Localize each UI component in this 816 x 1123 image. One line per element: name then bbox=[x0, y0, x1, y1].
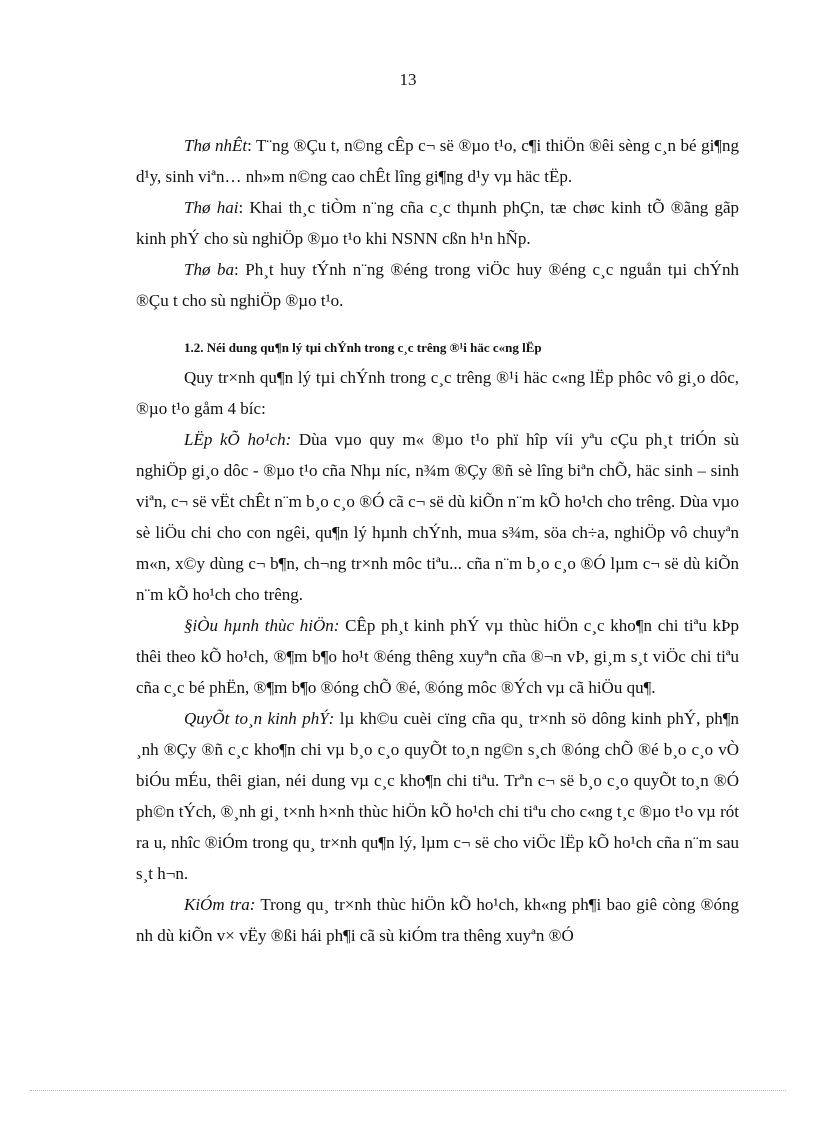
paragraph-text: Trong qu¸ tr×nh thùc hiÖn kÕ ho¹ch, kh«ng ph¶i bao giê còng ®óng nh dù kiÕn v× vËy ®ßi hái ph¶i cã sù kiÓm tra thêng xuyªn ®Ó bbox=[136, 895, 739, 945]
page-content bbox=[136, 130, 739, 951]
paragraph-lead: Thø nhÊt bbox=[184, 136, 248, 155]
step-execute bbox=[136, 610, 739, 703]
paragraph-text: : Khai th¸c tiÒm n¨ng cña c¸c thµnh phÇn, tæ chøc kinh tÕ ®ãng gãp kinh phÝ cho sù nghiÖp ®µo t¹o khi NSNN cßn h¹n hÑp. bbox=[136, 198, 740, 248]
page-number: 13 bbox=[399, 70, 417, 89]
paragraph-lead: Thø hai bbox=[184, 198, 239, 217]
paragraph-lead: LËp kÕ ho¹ch: bbox=[184, 430, 292, 449]
paragraph-text: lµ kh©u cuèi cïng cña qu¸ tr×nh sö dông kinh phÝ, ph¶n ¸nh ®Çy ®ñ c¸c kho¶n chi vµ b¸o c¸o quyÕt to¸n ng©n s¸ch ®óng chÕ ®é b¸o c¸o vÒ biÓu mÉu, thêi gian, néi dung vµ c¸c kho¶n chi tiªu. Trªn c¬ së b¸o c¸o quyÕt to¸n ®Ó ph©n tÝch, ®¸nh gi¸ t×nh h×nh thùc hiÖn kÕ ho¹ch chi tiªu cho c«ng t¸c ®µo t¹o vµ rót ra u, nhîc ®iÓm trong qu¸ tr×nh qu¶n lý, lµm c¬ së cho viÖc lËp kÕ ho¹ch cña n¨m sau s¸t h¬n. bbox=[136, 709, 739, 883]
paragraph-text: CÊp ph¸t kinh phÝ vµ thùc hiÖn c¸c kho¶n chi tiªu kÞp thêi theo kÕ ho¹ch, ®¶m b¶o ho¹t ®éng thêng xuyªn cña ®¬n vÞ, gi¸m s¸t viÖc chi tiªu cña c¸c bé phËn, ®¶m b¶o ®óng chÕ ®é, ®óng môc ®Ých vµ cã hiÖu qu¶. bbox=[136, 616, 739, 697]
paragraph-text: Dùa vµo quy m« ®µo t¹o phï hîp víi yªu cÇu ph¸t triÓn sù nghiÖp gi¸o dôc - ®µo t¹o cña Nhµ níc, n¾m ®Çy ®ñ sè lîng biªn chÕ, häc sinh – sinh viªn, c¬ së vËt chÊt n¨m b¸o c¸o ®Ó cã c¬ së dù kiÕn n¨m kÕ ho¹ch cho trêng. Dùa vµo sè liÖu chi cho con ngêi, qu¶n lý hµnh chÝnh, mua s¾m, söa ch÷a, nghiÖp vô chuyªn m«n, x©y dùng c¬ b¶n, ch¬ng tr×nh môc tiªu... cña n¨m b¸o c¸o ®Ó lµm c¬ së dù kiÕn n¨m kÕ ho¹ch cho trêng. bbox=[136, 430, 739, 604]
step-inspect bbox=[136, 889, 739, 951]
paragraph-lead: Thø ba bbox=[184, 260, 234, 279]
step-plan bbox=[136, 424, 739, 610]
section-heading: 1.2. Néi dung qu¶n lý tµi chÝnh trong c¸c trêng ®¹i häc c«ng lËp bbox=[184, 340, 542, 355]
paragraph-third bbox=[136, 254, 739, 316]
paragraph-text: : Ph¸t huy tÝnh n¨ng ®éng trong viÖc huy ®éng c¸c nguån tµi chÝnh ®Çu t cho sù nghiÖp ®µo t¹o. bbox=[136, 260, 739, 310]
paragraph-first bbox=[136, 130, 739, 192]
paragraph-second bbox=[136, 192, 739, 254]
intro-paragraph: Quy tr×nh qu¶n lý tµi chÝnh trong c¸c trêng ®¹i häc c«ng lËp phôc vô gi¸o dôc, ®µo t¹o gåm 4 bíc: bbox=[136, 368, 739, 418]
paragraph-lead: QuyÕt to¸n kinh phÝ: bbox=[184, 709, 335, 728]
paragraph-text: : T¨ng ®Çu t, n©ng cÊp c¬ së ®µo t¹o, c¶i thiÖn ®êi sèng c¸n bé gi¶ng d¹y, sinh viªn… nh»m n©ng cao chÊt lîng gi¶ng d¹y vµ häc tËp. bbox=[136, 136, 739, 186]
step-settle bbox=[136, 703, 739, 889]
page-bottom-rule bbox=[30, 1090, 786, 1091]
paragraph-lead: §iÒu hµnh thùc hiÖn: bbox=[184, 616, 340, 635]
paragraph-lead: KiÓm tra: bbox=[184, 895, 256, 914]
